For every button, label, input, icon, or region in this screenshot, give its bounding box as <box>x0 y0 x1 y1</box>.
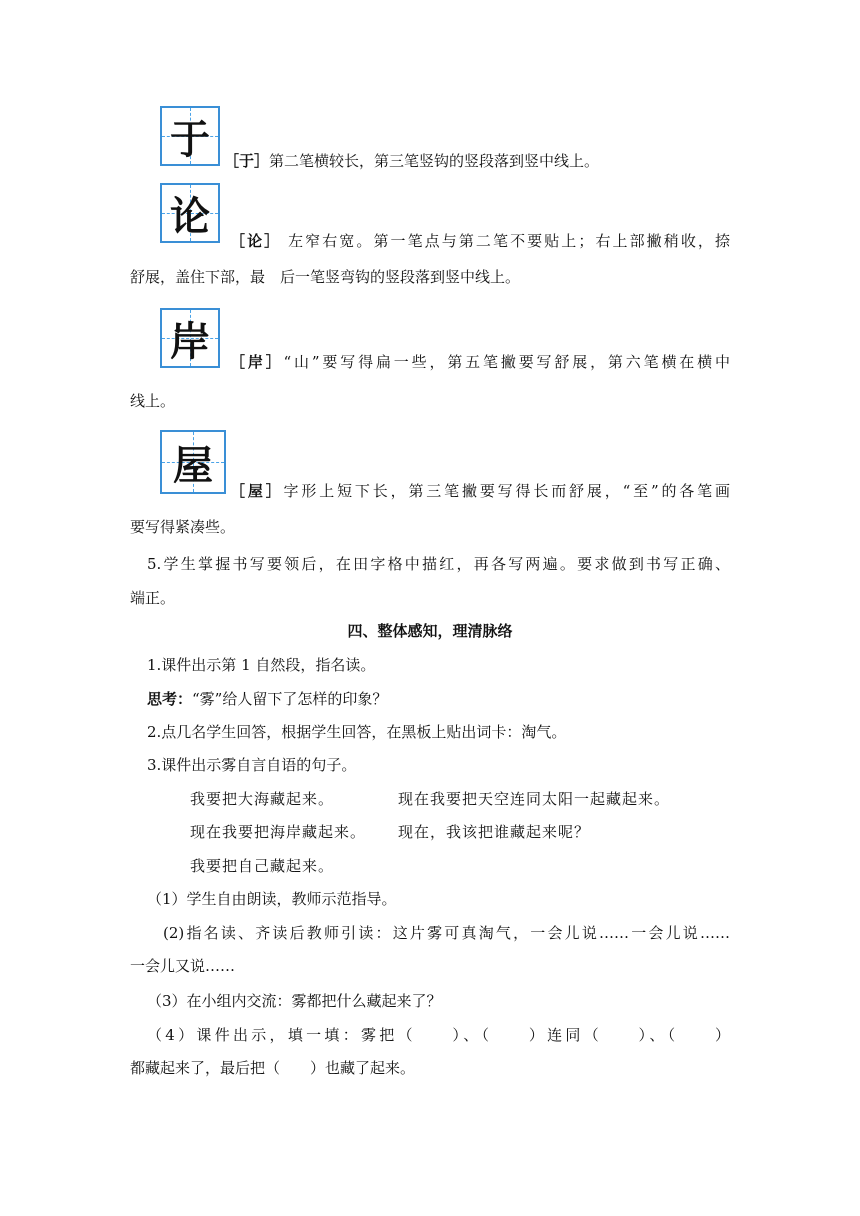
char-note <box>224 150 599 172</box>
char-label: ［屋］ <box>230 482 284 500</box>
char-note-text: 第二笔横较长，第三笔竖钩的竖段落到竖中线上。 <box>269 152 600 170</box>
item-1: 1.课件出示第 1 自然段，指名读。 <box>147 656 376 674</box>
tianzige-box <box>160 183 220 243</box>
think-label: 思考： <box>147 690 193 708</box>
item-3: 3.课件出示雾自言自语的句子。 <box>147 756 357 774</box>
char-note <box>230 230 730 252</box>
char-note <box>230 351 730 373</box>
section-title: 四、整体感知，理清脉络 <box>347 622 513 640</box>
sub-item-2: (2)指名读、齐读后教师引读：这片雾可真淘气，一会儿说……一会儿说…… <box>163 924 730 942</box>
char-label: ［于］ <box>224 152 270 170</box>
tianzige-box <box>160 308 220 368</box>
quote-1: 我要把大海藏起来。 <box>190 790 335 808</box>
sub-item-3: （3）在小组内交流：雾都把什么藏起来了？ <box>147 992 442 1010</box>
item-2: 2.点几名学生回答，根据学生回答，在黑板上贴出词卡：淘气。 <box>147 723 567 741</box>
char-label: ［岸］ <box>230 353 284 371</box>
char-label: ［论］ <box>230 232 282 250</box>
step-5-text-continued: 端正。 <box>130 589 176 607</box>
sub-item-4-continued: 都藏起来了，最后把（ ）也藏了起来。 <box>130 1059 416 1077</box>
model-character: 于 <box>170 116 210 163</box>
step-5-text: 5.学生掌握书写要领后，在田字格中描红，再各写两遍。要求做到书写正确、 <box>147 555 730 573</box>
quote-5: 我要把自己藏起来。 <box>190 857 335 875</box>
char-note-text: “山”要写得扁一些，第五笔撇要写舒展，第六笔横在横中 <box>283 353 730 371</box>
think-question <box>147 688 387 710</box>
char-note <box>230 480 730 502</box>
model-character: 屋 <box>173 442 213 489</box>
char-note-text: 左窄右宽。第一笔点与第二笔不要贴上；右上部撇稍收，捺 <box>281 232 730 250</box>
char-note-continued: 要写得紧凑些。 <box>130 518 236 536</box>
model-character: 岸 <box>170 318 210 365</box>
char-note-continued: 线上。 <box>130 392 176 410</box>
char-note-continued: 舒展，盖住下部，最 后一笔竖弯钩的竖段落到竖中线上。 <box>130 268 521 286</box>
model-character: 论 <box>170 193 210 240</box>
sub-item-2-continued: 一会儿又说…… <box>130 957 236 975</box>
char-note-text: 字形上短下长，第三笔撇要写得长而舒展，“至”的各笔画 <box>283 482 730 500</box>
tianzige-box <box>160 106 220 166</box>
quote-4: 现在，我该把谁藏起来呢？ <box>398 823 591 841</box>
sub-item-1: （1）学生自由朗读，教师示范指导。 <box>147 890 397 908</box>
think-text: “雾”给人留下了怎样的印象？ <box>192 690 388 708</box>
quote-3: 现在我要把海岸藏起来。 <box>190 823 367 841</box>
tianzige-box <box>160 430 226 494</box>
sub-item-4: （4）课件出示，填一填：雾把（ ）、（ ）连同（ ）、（ ） <box>147 1026 730 1044</box>
quote-2: 现在我要把天空连同太阳一起藏起来。 <box>398 790 671 808</box>
